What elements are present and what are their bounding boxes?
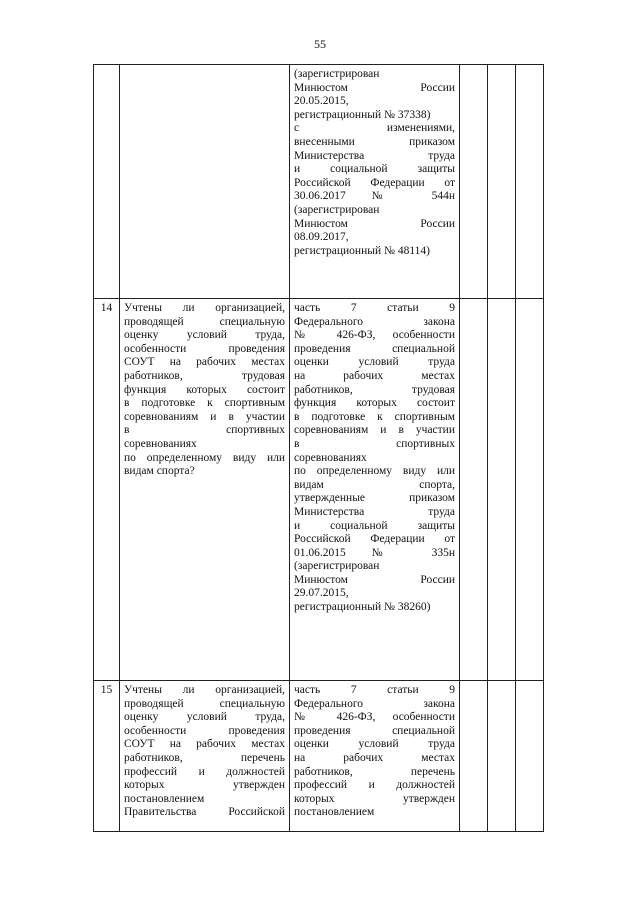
text-line: видам спорта? [124,465,195,478]
answer-yes-cell[interactable] [460,681,488,832]
text-line: работников, трудовая [294,383,455,396]
text-line: оценку условий труда, [124,329,285,342]
row-number [94,65,120,299]
question-cell [120,299,290,681]
text-line: и социальной защиты [294,519,455,532]
text-line: в спортивных [294,437,455,450]
text-line: утвержденные приказом [294,492,455,505]
page-number: 55 [314,37,326,51]
text-line: в подготовке к спортивным [294,410,455,423]
checklist-table [93,64,544,832]
question-cell [120,681,290,832]
text-line: проведения специальной [294,724,455,737]
text-line: проводящей специальную [124,697,285,710]
text-line: которых утвержден [294,792,455,805]
text-line: видам спорта, [294,478,455,491]
text-line: на рабочих местах [294,369,455,382]
text-line: регистрационный № 38260) [294,601,431,614]
text-line: СОУТ на рабочих местах [124,738,285,751]
text-line: Федерального закона [294,697,455,710]
text-line: (зарегистрирован [294,203,380,216]
text-line: оценку условий труда, [124,711,285,724]
text-line: СОУТ на рабочих местах [124,356,285,369]
text-line: внесенными приказом [294,135,455,148]
row-number: 15 [94,681,120,832]
text-line: оценки условий труда [294,356,455,369]
text-line: Министерства труда [294,149,455,162]
text-line: работников, трудовая [124,369,285,382]
reference-cell [290,299,460,681]
text-line: Минюстом России [294,217,455,230]
answer-yes-cell[interactable] [460,65,488,299]
text-line: функция которых состоит [124,383,285,396]
text-line: Российской Федерации от [294,176,455,189]
text-line: Федерального закона [294,315,455,328]
text-line: на рабочих местах [294,751,455,764]
text-line: работников, перечень [124,751,285,764]
text-line: часть 7 статьи 9 [294,684,455,696]
text-line: профессий и должностей [124,765,285,778]
text-line: 30.06.2017 № 544н [294,190,455,203]
text-line: № 426-ФЗ, особенности [294,711,455,724]
reference-cell [290,681,460,832]
text-line: которых утвержден [124,779,285,792]
text-line: Учтены ли организацией, [124,302,285,314]
text-line: в подготовке к спортивным [124,397,285,410]
text-line: особенности проведения [124,342,285,355]
text-line: постановлением [124,792,205,805]
table-row [94,681,544,832]
text-line: постановлением [294,806,375,819]
table-row [94,65,544,299]
answer-no-cell[interactable] [488,681,516,832]
answer-na-cell[interactable] [516,681,544,832]
answer-no-cell[interactable] [488,299,516,681]
question-cell [120,65,290,299]
answer-yes-cell[interactable] [460,299,488,681]
text-line: 08.09.2017, [294,231,349,244]
text-line: 20.05.2015, [294,95,349,108]
text-line: часть 7 статьи 9 [294,302,455,314]
reference-cell [290,65,460,299]
text-line: регистрационный № 48114) [294,244,430,257]
text-line: профессий и должностей [294,779,455,792]
text-line: соревнованиях [294,451,367,464]
text-line: по определенному виду или [294,465,455,478]
text-line: соревнованиям и в участии [294,424,455,437]
text-line: соревнованиях [124,437,197,450]
text-line: в спортивных [124,424,285,437]
text-line: и социальной защиты [294,163,455,176]
text-line: (зарегистрирован [294,68,380,80]
text-line: № 426-ФЗ, особенности [294,329,455,342]
text-line: Министерства труда [294,505,455,518]
text-line: регистрационный № 37338) [294,108,431,121]
answer-no-cell[interactable] [488,65,516,299]
text-line: проводящей специальную [124,315,285,328]
row-number: 14 [94,299,120,681]
text-line: с изменениями, [294,122,455,135]
text-line: соревнованиям и в участии [124,410,285,423]
answer-na-cell[interactable] [516,65,544,299]
text-line: Правительства Российской [124,806,285,819]
text-line: оценки условий труда [294,738,455,751]
text-line: Минюстом России [294,81,455,94]
answer-na-cell[interactable] [516,299,544,681]
text-line: особенности проведения [124,724,285,737]
text-line: функция которых состоит [294,397,455,410]
text-line: проведения специальной [294,342,455,355]
text-line: 29.07.2015, [294,587,349,600]
text-line: по определенному виду или [124,451,285,464]
text-line: работников, перечень [294,765,455,778]
text-line: 01.06.2015 № 335н [294,546,455,559]
text-line: Учтены ли организацией, [124,684,285,696]
text-line: Минюстом России [294,573,455,586]
text-line: Российской Федерации от [294,533,455,546]
table-row [94,299,544,681]
text-line: (зарегистрирован [294,560,380,573]
